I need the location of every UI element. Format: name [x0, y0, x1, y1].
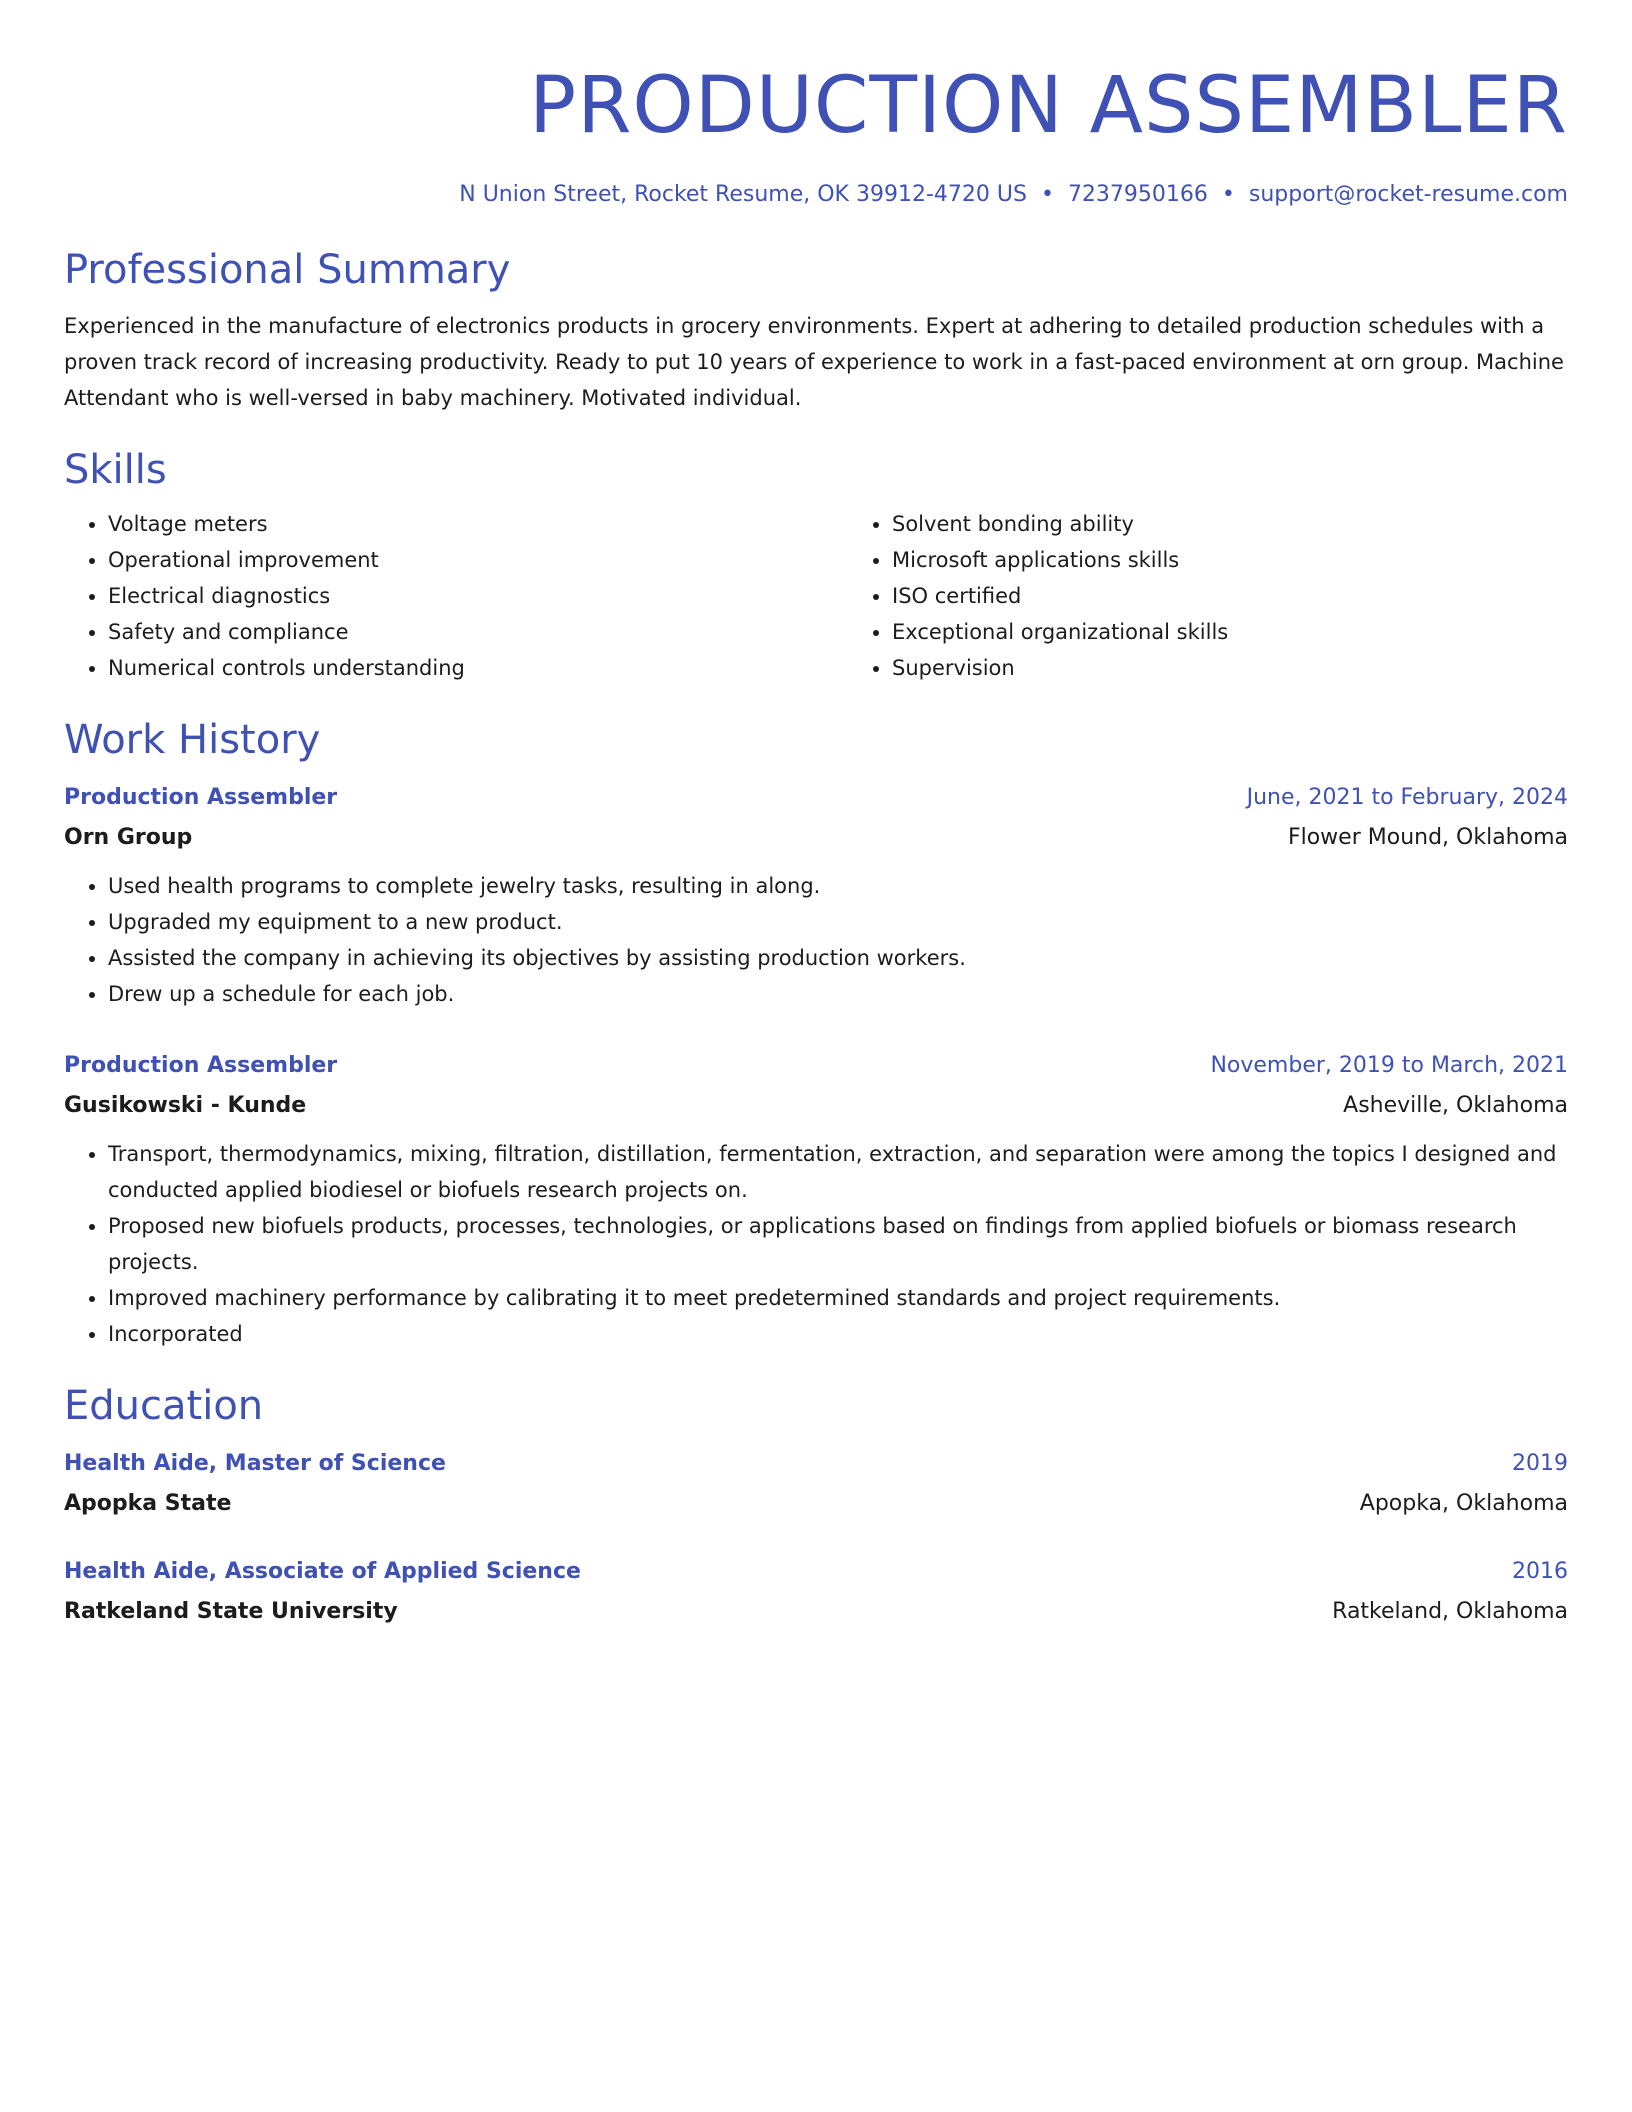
section-title-work-history: Work History [64, 717, 321, 763]
contact-phone: 7237950166 [1067, 182, 1208, 207]
education-section [64, 1380, 1568, 1632]
skill-item: • Microsoft applications skills [892, 542, 1568, 578]
job-bullet: • Used health programs to complete jewelry tasks, resulting in along. [108, 868, 1568, 904]
job-bullet: • Transport, thermodynamics, mixing, filtration, distillation, fermentation, extraction, and separation were among the topics I designed and conducted applied biodiesel or biofuels research projects on. [108, 1136, 1568, 1208]
job-title: Production Assembler [64, 785, 338, 810]
section-title-education: Education [64, 1383, 264, 1429]
skill-item: • Operational improvement [108, 542, 848, 578]
skills-section [64, 444, 1568, 686]
job-bullet: • Assisted the company in achieving its objectives by assisting production workers. [108, 940, 1568, 976]
job-company-row [64, 1086, 1568, 1126]
job-title-row [64, 1046, 1568, 1086]
job-bullet: • Incorporated [108, 1316, 1568, 1352]
skills-column-right [848, 506, 1568, 686]
skill-item: • Exceptional organizational skills [892, 614, 1568, 650]
skill-item: • Electrical diagnostics [108, 578, 848, 614]
education-school-row [64, 1592, 1568, 1632]
skill-item: • Numerical controls understanding [108, 650, 848, 686]
job-entry [64, 778, 1568, 1012]
job-dates: November, 2019 to March, 2021 [1210, 1053, 1568, 1078]
candidate-name: PRODUCTION ASSEMBLER [529, 61, 1568, 151]
skills-grid [64, 506, 1568, 686]
job-location: Flower Mound, Oklahoma [1287, 825, 1568, 850]
job-title: Production Assembler [64, 1053, 338, 1078]
section-title-skills: Skills [64, 447, 167, 493]
education-degree-row [64, 1444, 1568, 1484]
job-bullet: • Drew up a schedule for each job. [108, 976, 1568, 1012]
skill-item: • Voltage meters [108, 506, 848, 542]
contact-address: N Union Street, Rocket Resume, OK 39912-4720 US [459, 182, 1027, 207]
education-entry [64, 1552, 1568, 1632]
education-school: Ratkeland State University [64, 1599, 398, 1624]
education-entry [64, 1444, 1568, 1524]
job-bullets [64, 868, 1568, 1012]
contact-separator: • [1221, 182, 1235, 207]
education-year: 2019 [1512, 1451, 1568, 1476]
section-title-summary: Professional Summary [64, 247, 511, 293]
job-bullet: • Proposed new biofuels products, processes, technologies, or applications based on findings from applied biofuels or biomass research projects. [108, 1208, 1568, 1280]
education-school: Apopka State [64, 1491, 232, 1516]
education-degree: Health Aide, Associate of Applied Science [64, 1559, 581, 1584]
skill-item: • Safety and compliance [108, 614, 848, 650]
education-school-row [64, 1484, 1568, 1524]
education-year: 2016 [1512, 1559, 1568, 1584]
skill-item: • Solvent bonding ability [892, 506, 1568, 542]
job-company-row [64, 818, 1568, 858]
education-location: Ratkeland, Oklahoma [1332, 1599, 1568, 1624]
skill-item: • Supervision [892, 650, 1568, 686]
job-company: Orn Group [64, 825, 193, 850]
job-bullet: • Improved machinery performance by calibrating it to meet predetermined standards and project requirements. [108, 1280, 1568, 1316]
resume-header [64, 56, 1568, 210]
skill-item: • ISO certified [892, 578, 1568, 614]
job-entry [64, 1046, 1568, 1352]
job-bullets [64, 1136, 1568, 1352]
job-company: Gusikowski - Kunde [64, 1093, 307, 1118]
job-location: Asheville, Oklahoma [1343, 1093, 1568, 1118]
job-title-row [64, 778, 1568, 818]
contact-separator: • [1040, 182, 1054, 207]
skills-column-left [64, 506, 848, 686]
contact-email: support@rocket-resume.com [1248, 182, 1568, 207]
professional-summary-section [64, 244, 1568, 416]
summary-text: Experienced in the manufacture of electronics products in grocery environments. Expert at adhering to detailed production schedules with a proven track record of increasing productivity. Ready to put 10 years of experience to work in a fast-paced environment at orn group. Machine Attendant who is well-versed in baby machinery. Motivated individual. [64, 314, 1564, 410]
job-dates: June, 2021 to February, 2024 [1246, 785, 1568, 810]
work-history-section [64, 714, 1568, 1352]
contact-line [64, 180, 1568, 210]
education-location: Apopka, Oklahoma [1359, 1491, 1568, 1516]
job-bullet: • Upgraded my equipment to a new product. [108, 904, 1568, 940]
education-degree: Health Aide, Master of Science [64, 1451, 446, 1476]
education-degree-row [64, 1552, 1568, 1592]
